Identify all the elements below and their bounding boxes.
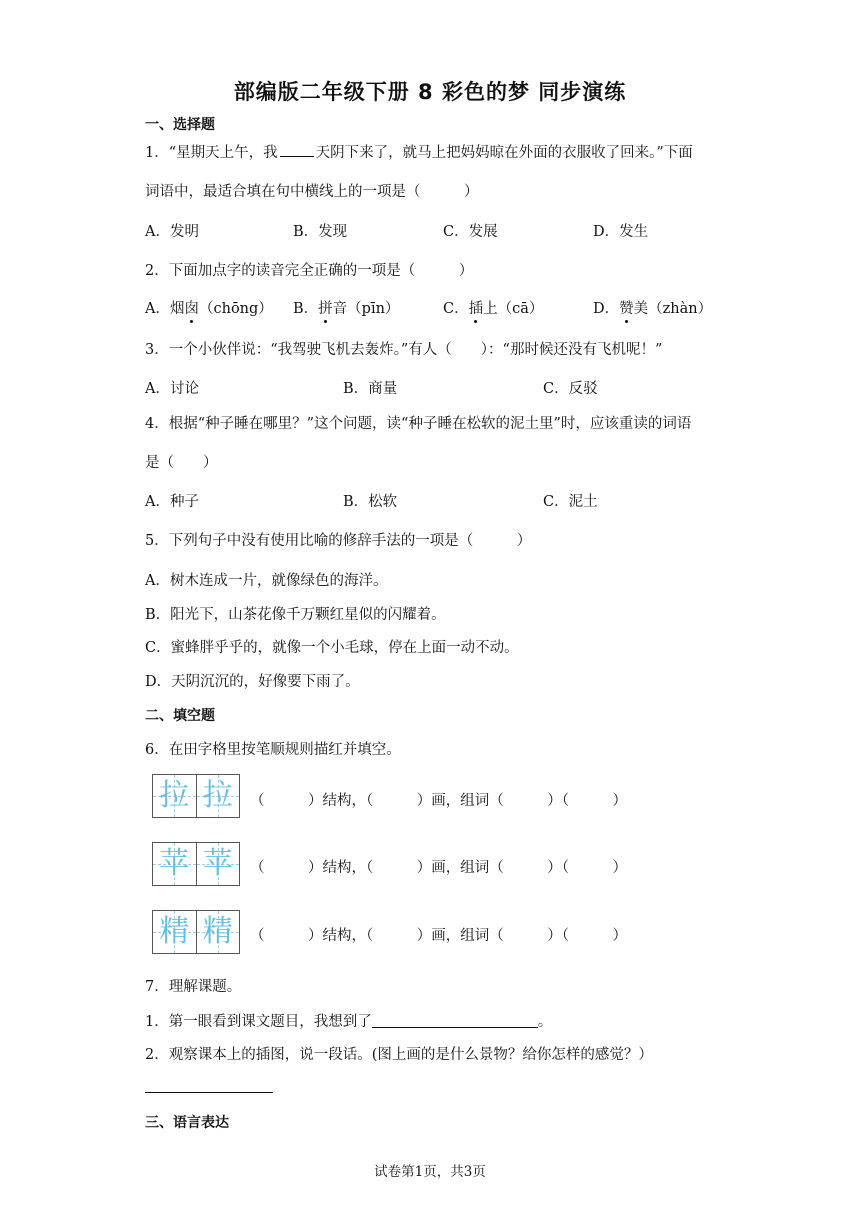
dotted-character: 囱 bbox=[184, 297, 199, 318]
question-2-option-c bbox=[443, 297, 543, 318]
question-1-option-d: D．发生 bbox=[593, 224, 649, 240]
question-5-option-a: A．树木连成一片，就像绿色的海洋。 bbox=[145, 573, 388, 589]
grid-cell bbox=[197, 911, 240, 953]
question-6-row-1-text: （ ）结构，（ ）画，组词（ ）（ ） bbox=[250, 793, 627, 809]
question-7-sub-2: 2．观察课本上的插图，说一段话。(图上画的是什么景物？给你怎样的感觉？） bbox=[145, 1047, 653, 1063]
question-6-row-2-text: （ ）结构，（ ）画，组词（ ）（ ） bbox=[250, 860, 627, 876]
grid-cell bbox=[153, 843, 197, 885]
question-5-option-b: B．阳光下，山茶花像千万颗红星似的闪耀着。 bbox=[145, 607, 446, 623]
question-5-option-c: C．蜜蜂胖乎乎的，就像一个小毛球，停在上面一动不动。 bbox=[145, 640, 519, 656]
sub-question-end: 。 bbox=[537, 1014, 553, 1030]
question-6-stem: 6．在田字格里按笔顺规则描红并填空。 bbox=[145, 742, 401, 758]
question-3-option-b: B．商量 bbox=[343, 381, 398, 397]
question-3-option-c: C．反驳 bbox=[543, 381, 598, 397]
question-4-option-c: C．泥土 bbox=[543, 494, 598, 510]
question-1-option-b: B．发现 bbox=[293, 224, 348, 240]
question-6-row-3-text: （ ）结构，（ ）画，组词（ ）（ ） bbox=[250, 928, 627, 944]
question-1-option-c: C．发展 bbox=[443, 224, 498, 240]
question-2-option-d bbox=[593, 297, 712, 318]
question-5-option-d: D．天阴沉沉的，好像要下雨了。 bbox=[145, 674, 360, 690]
trace-character: 拉 bbox=[202, 778, 233, 813]
question-4-line-2: 是（ ） bbox=[145, 455, 218, 471]
sub-question-text: 1．第一眼看到课文题目，我想到了 bbox=[145, 1014, 372, 1030]
question-1-blank bbox=[280, 144, 314, 157]
option-prefix: C． bbox=[443, 301, 469, 317]
dotted-character: 插 bbox=[469, 297, 484, 318]
question-4-line-1: 4．根据“种子睡在哪里？”这个问题，读“种子睡在松软的泥土里”时，应该重读的词语 bbox=[145, 416, 692, 432]
question-7-stem: 7．理解课题。 bbox=[145, 979, 242, 995]
option-suffix: 美（zhàn） bbox=[633, 301, 713, 317]
question-1-text-b: 天阴下来了，就马上把妈妈晾在外面的衣服收了回来。”下面 bbox=[315, 145, 693, 161]
option-prefix: B． bbox=[293, 301, 319, 317]
grid-cell bbox=[197, 843, 240, 885]
tian-grid-ping bbox=[152, 842, 240, 886]
section-heading-expression: 三、语言表达 bbox=[145, 1115, 229, 1131]
trace-character: 拉 bbox=[159, 778, 190, 813]
tian-grid-jing bbox=[152, 910, 240, 954]
option-suffix: 上（cā） bbox=[483, 301, 544, 317]
question-1-text-a: 1．“星期天上午，我 bbox=[145, 145, 278, 161]
grid-cell bbox=[153, 775, 197, 817]
question-7-sub-1 bbox=[145, 1010, 552, 1031]
question-2-option-a bbox=[145, 297, 273, 318]
option-suffix: 音（pīn） bbox=[332, 301, 400, 317]
tian-grid-la bbox=[152, 774, 240, 818]
question-3-stem: 3．一个小伙伴说：“我驾驶飞机去轰炸。”有人（ ）：“那时候还没有飞机呢！” bbox=[145, 342, 663, 358]
answer-line bbox=[145, 1092, 273, 1093]
question-4-option-b: B．松软 bbox=[343, 494, 398, 510]
question-4-option-a: A．种子 bbox=[145, 494, 199, 510]
grid-cell bbox=[197, 775, 240, 817]
answer-line bbox=[372, 1013, 538, 1028]
dotted-character: 拼 bbox=[318, 297, 333, 318]
trace-character: 苹 bbox=[202, 846, 233, 881]
question-5-stem: 5．下列句子中没有使用比喻的修辞手法的一项是（ ） bbox=[145, 533, 532, 549]
dotted-character: 赞 bbox=[619, 297, 634, 318]
section-heading-choice: 一、选择题 bbox=[145, 117, 215, 133]
question-3-option-a: A．讨论 bbox=[145, 381, 199, 397]
question-1-line-2: 词语中，最适合填在句中横线上的一项是（ ） bbox=[145, 184, 479, 200]
trace-character: 精 bbox=[202, 914, 233, 949]
trace-character: 精 bbox=[159, 914, 190, 949]
question-1-option-a: A．发明 bbox=[145, 224, 199, 240]
page-footer: 试卷第1页，共3页 bbox=[374, 1164, 486, 1180]
option-prefix: A．烟 bbox=[145, 301, 185, 317]
section-heading-fill: 二、填空题 bbox=[145, 708, 215, 724]
grid-cell bbox=[153, 911, 197, 953]
page-title: 部编版二年级下册 8 彩色的梦 同步演练 bbox=[233, 80, 627, 104]
trace-character: 苹 bbox=[159, 846, 190, 881]
question-2-stem: 2．下面加点字的读音完全正确的一项是（ ） bbox=[145, 263, 474, 279]
question-1-line-1 bbox=[145, 141, 693, 162]
option-prefix: D． bbox=[593, 301, 620, 317]
option-suffix: （chōng） bbox=[198, 301, 273, 317]
question-2-option-b bbox=[293, 297, 399, 318]
